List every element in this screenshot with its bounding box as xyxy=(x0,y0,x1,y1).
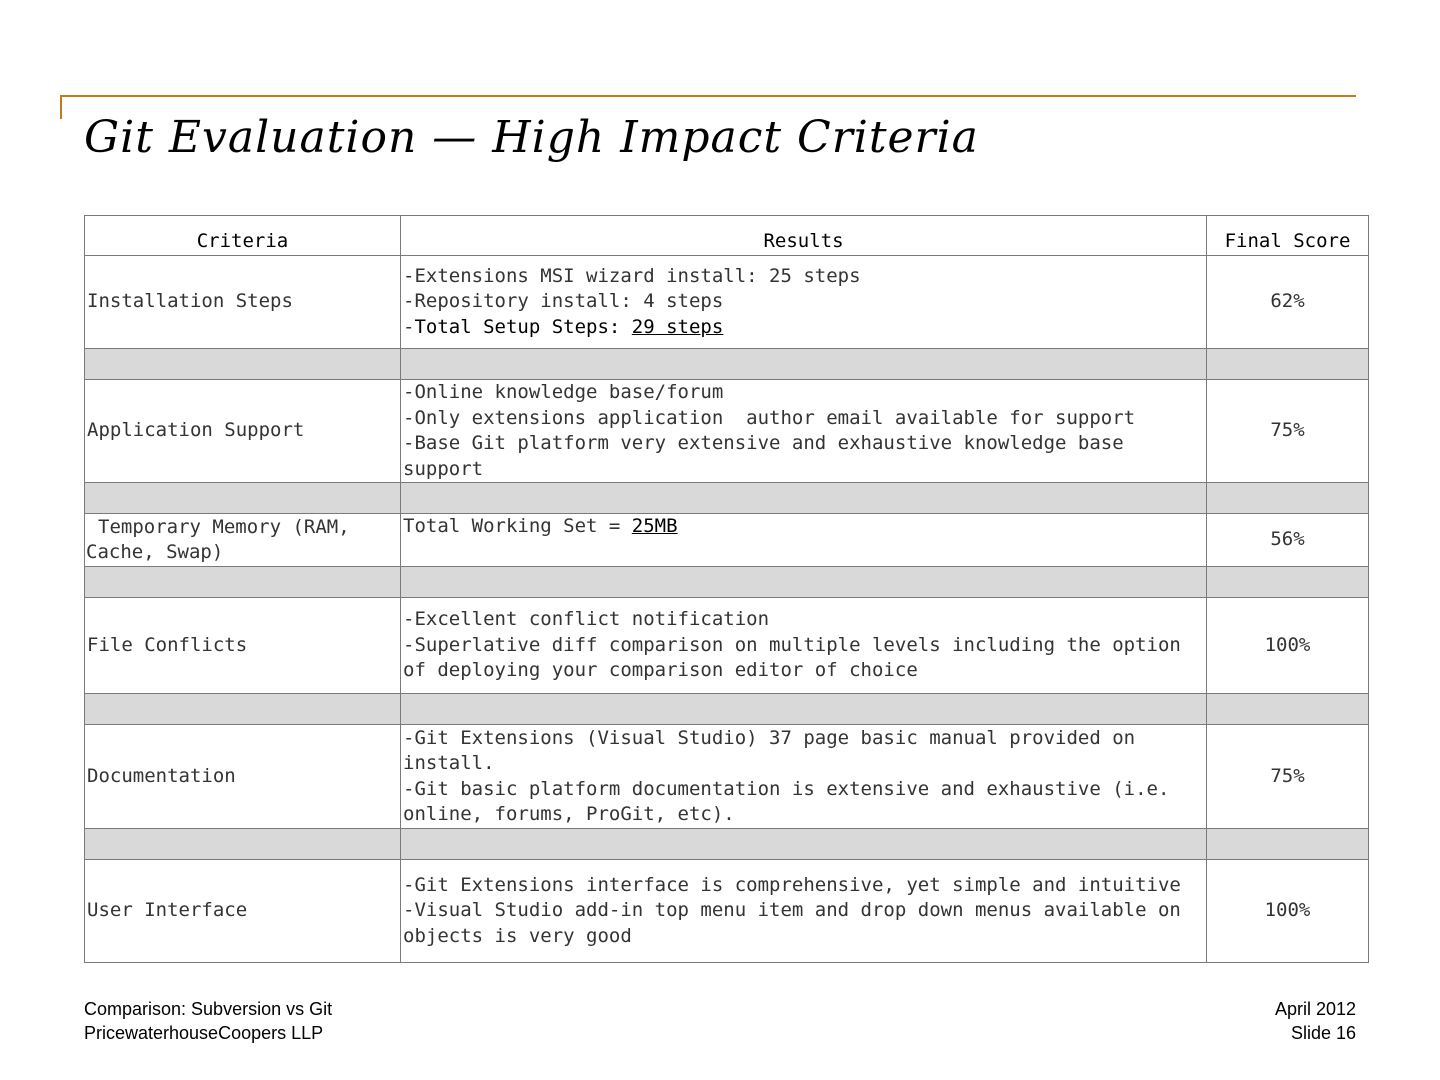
footer-right xyxy=(1275,997,1356,1045)
header-final-score: Final Score xyxy=(1207,216,1369,256)
footer-date: April 2012 xyxy=(1274,999,1356,1019)
row-criteria: File Conflicts xyxy=(85,598,401,694)
total-value: 29 steps xyxy=(631,315,724,338)
result-line: -Git Extensions interface is comprehensive, yet simple and intuitive xyxy=(403,873,1181,896)
spacer-row xyxy=(85,694,1369,725)
row-results xyxy=(401,725,1207,829)
evaluation-table xyxy=(84,215,1369,963)
footer-slide-number: Slide 16 xyxy=(1290,1023,1356,1043)
spacer-row xyxy=(85,829,1369,860)
total-prefix: - xyxy=(403,315,415,338)
row-results xyxy=(401,380,1207,483)
result-line: -Git Extensions (Visual Studio) 37 page basic manual provided on install. xyxy=(403,726,1136,774)
result-line: -Extensions MSI wizard install: 25 steps xyxy=(403,264,861,287)
header-criteria: Criteria xyxy=(85,216,401,256)
spacer-row xyxy=(85,483,1369,514)
table-row xyxy=(85,725,1369,829)
header-rule xyxy=(60,95,1356,97)
total-label: Total Working Set = xyxy=(403,515,632,537)
table-header-row xyxy=(85,216,1369,256)
table-row xyxy=(85,256,1369,349)
row-criteria: Temporary Memory (RAM, Cache, Swap) xyxy=(85,514,401,567)
row-criteria: User Interface xyxy=(85,860,401,963)
footer-left xyxy=(84,997,332,1045)
result-line: -Base Git platform very extensive and exhaustive knowledge base support xyxy=(403,432,1124,480)
result-line-total xyxy=(403,514,1204,540)
row-results xyxy=(401,256,1207,349)
row-score: 100% xyxy=(1207,598,1369,694)
row-score: 56% xyxy=(1207,514,1369,567)
result-line: -Only extensions application author email available for support xyxy=(403,406,1136,429)
table-row xyxy=(85,380,1369,483)
row-criteria: Application Support xyxy=(85,380,401,483)
header-results: Results xyxy=(401,216,1207,256)
spacer-row xyxy=(85,349,1369,380)
row-results xyxy=(401,598,1207,694)
footer-presentation-title: Comparison: Subversion vs Git xyxy=(84,999,333,1019)
result-line: -Excellent conflict notification xyxy=(403,608,770,631)
row-score: 75% xyxy=(1207,725,1369,829)
row-score: 62% xyxy=(1207,256,1369,349)
table-row xyxy=(85,598,1369,694)
row-criteria: Installation Steps xyxy=(85,256,401,349)
row-score: 75% xyxy=(1207,380,1369,483)
result-line: -Repository install: 4 steps xyxy=(403,290,724,313)
result-line-total xyxy=(403,315,1204,341)
row-score: 100% xyxy=(1207,860,1369,963)
row-criteria: Documentation xyxy=(85,725,401,829)
spacer-row xyxy=(85,567,1369,598)
result-line: -Online knowledge base/forum xyxy=(403,381,724,403)
total-label: Total Setup Steps: xyxy=(414,315,632,338)
footer-company: PricewaterhouseCoopers LLP xyxy=(84,1023,324,1043)
result-line: -Visual Studio add-in top menu item and drop down menus available on objects is very good xyxy=(403,899,1181,947)
total-value: 25MB xyxy=(631,515,678,537)
header-rule-tick xyxy=(60,95,62,119)
row-results xyxy=(401,860,1207,963)
result-line: -Superlative diff comparison on multiple levels including the option of deploying your comparison editor of choice xyxy=(403,633,1181,682)
row-results xyxy=(401,514,1207,567)
table-row xyxy=(85,860,1369,963)
slide-title: Git Evaluation — High Impact Criteria xyxy=(84,112,979,163)
table-row xyxy=(85,514,1369,567)
result-line: -Git basic platform documentation is extensive and exhaustive (i.e. online, forums, ProGit, etc). xyxy=(403,777,1170,825)
